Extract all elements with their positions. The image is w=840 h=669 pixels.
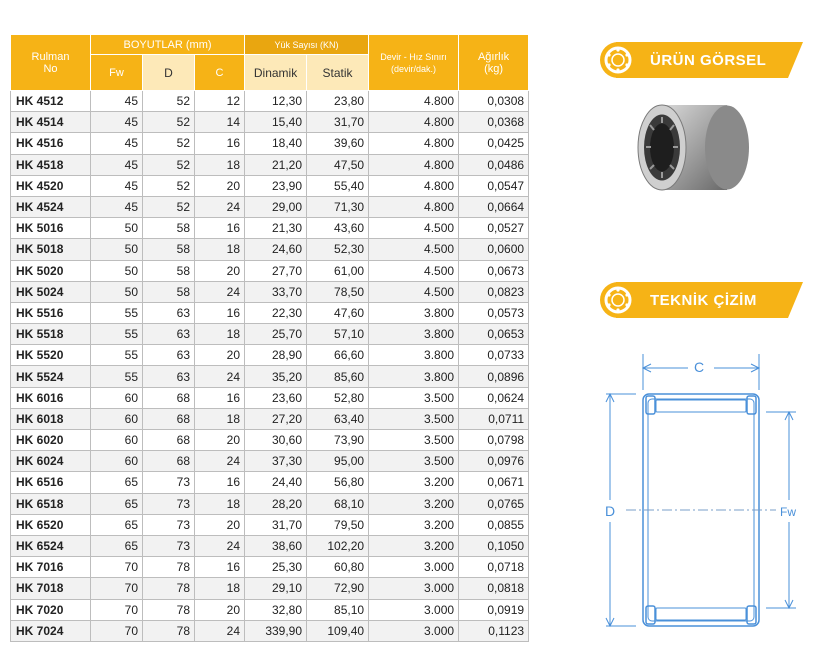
speed-limit: 4.500 xyxy=(369,218,459,239)
table-row xyxy=(11,535,529,556)
d-value: 58 xyxy=(143,218,195,239)
dynamic-load: 25,30 xyxy=(245,557,307,578)
c-value: 16 xyxy=(195,387,245,408)
weight-value: 0,0600 xyxy=(459,239,529,260)
static-load: 85,60 xyxy=(307,366,369,387)
static-load: 56,80 xyxy=(307,472,369,493)
static-load: 52,80 xyxy=(307,387,369,408)
fw-value: 70 xyxy=(91,578,143,599)
static-load: 71,30 xyxy=(307,196,369,217)
table-row xyxy=(11,218,529,239)
table-row xyxy=(11,260,529,281)
bearing-code: HK 5524 xyxy=(11,366,91,387)
technical-drawing xyxy=(596,350,811,640)
d-value: 73 xyxy=(143,514,195,535)
speed-limit: 3.500 xyxy=(369,430,459,451)
header-weight: Ağırlık (kg) xyxy=(459,35,529,91)
table-row xyxy=(11,239,529,260)
speed-limit: 3.200 xyxy=(369,535,459,556)
speed-limit: 3.500 xyxy=(369,451,459,472)
fw-value: 50 xyxy=(91,260,143,281)
weight-value: 0,0368 xyxy=(459,112,529,133)
bearing-code: HK 7020 xyxy=(11,599,91,620)
static-load: 61,00 xyxy=(307,260,369,281)
speed-limit: 3.000 xyxy=(369,620,459,641)
d-value: 58 xyxy=(143,260,195,281)
d-value: 73 xyxy=(143,535,195,556)
c-value: 20 xyxy=(195,260,245,281)
static-load: 109,40 xyxy=(307,620,369,641)
table-row xyxy=(11,514,529,535)
d-value: 58 xyxy=(143,281,195,302)
c-value: 20 xyxy=(195,175,245,196)
table-row xyxy=(11,366,529,387)
table-row xyxy=(11,281,529,302)
static-load: 95,00 xyxy=(307,451,369,472)
d-value: 78 xyxy=(143,557,195,578)
static-load: 72,90 xyxy=(307,578,369,599)
fw-value: 60 xyxy=(91,387,143,408)
weight-value: 0,0547 xyxy=(459,175,529,196)
bearing-code: HK 6016 xyxy=(11,387,91,408)
dynamic-load: 24,60 xyxy=(245,239,307,260)
dynamic-load: 27,70 xyxy=(245,260,307,281)
bearing-code: HK 6518 xyxy=(11,493,91,514)
dynamic-load: 18,40 xyxy=(245,133,307,154)
speed-limit: 4.800 xyxy=(369,112,459,133)
c-value: 24 xyxy=(195,535,245,556)
fw-value: 60 xyxy=(91,408,143,429)
technical-drawing-title: TEKNİK ÇİZİM xyxy=(650,292,757,309)
dynamic-load: 339,90 xyxy=(245,620,307,641)
bearing-code: HK 6516 xyxy=(11,472,91,493)
static-load: 43,60 xyxy=(307,218,369,239)
dynamic-load: 30,60 xyxy=(245,430,307,451)
speed-limit: 3.000 xyxy=(369,557,459,578)
static-load: 66,60 xyxy=(307,345,369,366)
fw-value: 70 xyxy=(91,620,143,641)
d-value: 52 xyxy=(143,196,195,217)
product-bearing-image xyxy=(632,85,757,210)
d-value: 68 xyxy=(143,430,195,451)
table-row xyxy=(11,196,529,217)
fw-value: 50 xyxy=(91,239,143,260)
static-load: 47,50 xyxy=(307,154,369,175)
technical-drawing-banner xyxy=(598,282,803,318)
weight-value: 0,0765 xyxy=(459,493,529,514)
bearing-code: HK 6520 xyxy=(11,514,91,535)
d-value: 63 xyxy=(143,345,195,366)
speed-limit: 4.800 xyxy=(369,175,459,196)
dynamic-load: 32,80 xyxy=(245,599,307,620)
weight-value: 0,0896 xyxy=(459,366,529,387)
static-load: 102,20 xyxy=(307,535,369,556)
c-value: 20 xyxy=(195,430,245,451)
static-load: 79,50 xyxy=(307,514,369,535)
weight-value: 0,0308 xyxy=(459,91,529,112)
fw-value: 55 xyxy=(91,345,143,366)
table-row xyxy=(11,324,529,345)
c-value: 20 xyxy=(195,345,245,366)
bearing-code: HK 4516 xyxy=(11,133,91,154)
speed-limit: 3.800 xyxy=(369,366,459,387)
dynamic-load: 22,30 xyxy=(245,302,307,323)
bearing-code: HK 4514 xyxy=(11,112,91,133)
c-value: 18 xyxy=(195,154,245,175)
d-value: 63 xyxy=(143,366,195,387)
d-value: 52 xyxy=(143,133,195,154)
dynamic-load: 25,70 xyxy=(245,324,307,345)
spec-table-body xyxy=(11,91,529,642)
bearing-code: HK 4524 xyxy=(11,196,91,217)
fw-value: 50 xyxy=(91,281,143,302)
d-value: 78 xyxy=(143,578,195,599)
dynamic-load: 24,40 xyxy=(245,472,307,493)
speed-limit: 3.000 xyxy=(369,599,459,620)
dynamic-load: 29,00 xyxy=(245,196,307,217)
speed-limit: 4.500 xyxy=(369,281,459,302)
table-row xyxy=(11,154,529,175)
static-load: 63,40 xyxy=(307,408,369,429)
speed-limit: 3.500 xyxy=(369,387,459,408)
c-value: 18 xyxy=(195,239,245,260)
fw-value: 45 xyxy=(91,175,143,196)
bearing-code: HK 5518 xyxy=(11,324,91,345)
dynamic-load: 33,70 xyxy=(245,281,307,302)
weight-value: 0,0798 xyxy=(459,430,529,451)
static-load: 85,10 xyxy=(307,599,369,620)
bearing-code: HK 7024 xyxy=(11,620,91,641)
header-fw: Fw xyxy=(91,55,143,91)
c-value: 16 xyxy=(195,133,245,154)
d-value: 52 xyxy=(143,154,195,175)
c-value: 14 xyxy=(195,112,245,133)
static-load: 73,90 xyxy=(307,430,369,451)
label-fw: Fw xyxy=(780,505,796,519)
bearing-code: HK 5016 xyxy=(11,218,91,239)
weight-value: 0,0664 xyxy=(459,196,529,217)
c-value: 24 xyxy=(195,620,245,641)
weight-value: 0,0818 xyxy=(459,578,529,599)
d-value: 68 xyxy=(143,408,195,429)
weight-value: 0,0624 xyxy=(459,387,529,408)
table-row xyxy=(11,112,529,133)
table-row xyxy=(11,472,529,493)
static-load: 47,60 xyxy=(307,302,369,323)
c-value: 16 xyxy=(195,472,245,493)
bearing-code: HK 6020 xyxy=(11,430,91,451)
bearing-code: HK 6018 xyxy=(11,408,91,429)
weight-value: 0,0573 xyxy=(459,302,529,323)
header-c: C xyxy=(195,55,245,91)
header-dimensions: BOYUTLAR (mm) xyxy=(91,35,245,55)
fw-value: 70 xyxy=(91,557,143,578)
d-value: 78 xyxy=(143,620,195,641)
weight-value: 0,0486 xyxy=(459,154,529,175)
weight-value: 0,0718 xyxy=(459,557,529,578)
header-static: Statik xyxy=(307,55,369,91)
speed-limit: 3.200 xyxy=(369,472,459,493)
weight-value: 0,0671 xyxy=(459,472,529,493)
spec-table-container xyxy=(10,34,528,642)
dynamic-load: 23,60 xyxy=(245,387,307,408)
dynamic-load: 27,20 xyxy=(245,408,307,429)
speed-limit: 4.800 xyxy=(369,154,459,175)
weight-value: 0,0919 xyxy=(459,599,529,620)
d-value: 52 xyxy=(143,91,195,112)
fw-value: 45 xyxy=(91,196,143,217)
c-value: 18 xyxy=(195,324,245,345)
table-row xyxy=(11,133,529,154)
static-load: 68,10 xyxy=(307,493,369,514)
speed-limit: 4.500 xyxy=(369,239,459,260)
header-speed-limit: Devir - Hız Sınırı (devir/dak.) xyxy=(369,35,459,91)
weight-value: 0,0823 xyxy=(459,281,529,302)
product-image-title: ÜRÜN GÖRSEL xyxy=(650,52,767,69)
bearing-code: HK 7016 xyxy=(11,557,91,578)
bearing-code: HK 6024 xyxy=(11,451,91,472)
fw-value: 60 xyxy=(91,430,143,451)
speed-limit: 3.500 xyxy=(369,408,459,429)
bearing-code: HK 4518 xyxy=(11,154,91,175)
table-row xyxy=(11,387,529,408)
table-row xyxy=(11,91,529,112)
dynamic-load: 35,20 xyxy=(245,366,307,387)
fw-value: 55 xyxy=(91,302,143,323)
d-value: 58 xyxy=(143,239,195,260)
fw-value: 45 xyxy=(91,91,143,112)
table-row xyxy=(11,345,529,366)
bearing-code: HK 5018 xyxy=(11,239,91,260)
dynamic-load: 21,30 xyxy=(245,218,307,239)
speed-limit: 3.800 xyxy=(369,302,459,323)
table-row xyxy=(11,175,529,196)
product-image-banner xyxy=(598,42,803,78)
speed-limit: 3.200 xyxy=(369,493,459,514)
table-row xyxy=(11,408,529,429)
weight-value: 0,0653 xyxy=(459,324,529,345)
table-row xyxy=(11,620,529,641)
dynamic-load: 28,90 xyxy=(245,345,307,366)
static-load: 31,70 xyxy=(307,112,369,133)
c-value: 24 xyxy=(195,196,245,217)
fw-value: 70 xyxy=(91,599,143,620)
c-value: 16 xyxy=(195,218,245,239)
fw-value: 60 xyxy=(91,451,143,472)
weight-value: 0,0527 xyxy=(459,218,529,239)
c-value: 18 xyxy=(195,493,245,514)
weight-value: 0,1050 xyxy=(459,535,529,556)
c-value: 24 xyxy=(195,366,245,387)
weight-value: 0,0855 xyxy=(459,514,529,535)
fw-value: 50 xyxy=(91,218,143,239)
table-row xyxy=(11,430,529,451)
c-value: 16 xyxy=(195,557,245,578)
dynamic-load: 21,20 xyxy=(245,154,307,175)
weight-value: 0,0673 xyxy=(459,260,529,281)
c-value: 16 xyxy=(195,302,245,323)
d-value: 68 xyxy=(143,451,195,472)
table-row xyxy=(11,578,529,599)
d-value: 73 xyxy=(143,493,195,514)
c-value: 18 xyxy=(195,408,245,429)
c-value: 12 xyxy=(195,91,245,112)
d-value: 52 xyxy=(143,112,195,133)
static-load: 52,30 xyxy=(307,239,369,260)
dynamic-load: 29,10 xyxy=(245,578,307,599)
fw-value: 45 xyxy=(91,133,143,154)
bearing-code: HK 4520 xyxy=(11,175,91,196)
fw-value: 45 xyxy=(91,154,143,175)
fw-value: 55 xyxy=(91,366,143,387)
static-load: 60,80 xyxy=(307,557,369,578)
dynamic-load: 38,60 xyxy=(245,535,307,556)
bearing-spec-table xyxy=(10,34,529,642)
table-row xyxy=(11,557,529,578)
static-load: 39,60 xyxy=(307,133,369,154)
dynamic-load: 15,40 xyxy=(245,112,307,133)
fw-value: 65 xyxy=(91,493,143,514)
d-value: 78 xyxy=(143,599,195,620)
dynamic-load: 28,20 xyxy=(245,493,307,514)
weight-value: 0,0711 xyxy=(459,408,529,429)
speed-limit: 4.800 xyxy=(369,91,459,112)
table-row xyxy=(11,451,529,472)
bearing-code: HK 5520 xyxy=(11,345,91,366)
weight-value: 0,0976 xyxy=(459,451,529,472)
speed-limit: 3.800 xyxy=(369,345,459,366)
c-value: 24 xyxy=(195,451,245,472)
header-bearing-no: Rulman No xyxy=(11,35,91,91)
weight-value: 0,0425 xyxy=(459,133,529,154)
label-d: D xyxy=(605,503,616,519)
speed-limit: 3.000 xyxy=(369,578,459,599)
d-value: 68 xyxy=(143,387,195,408)
header-dynamic: Dinamik xyxy=(245,55,307,91)
d-value: 73 xyxy=(143,472,195,493)
static-load: 55,40 xyxy=(307,175,369,196)
bearing-code: HK 5024 xyxy=(11,281,91,302)
dynamic-load: 23,90 xyxy=(245,175,307,196)
speed-limit: 4.500 xyxy=(369,260,459,281)
fw-value: 55 xyxy=(91,324,143,345)
speed-limit: 3.800 xyxy=(369,324,459,345)
d-value: 63 xyxy=(143,302,195,323)
dynamic-load: 31,70 xyxy=(245,514,307,535)
dynamic-load: 37,30 xyxy=(245,451,307,472)
bearing-code: HK 4512 xyxy=(11,91,91,112)
c-value: 20 xyxy=(195,599,245,620)
c-value: 20 xyxy=(195,514,245,535)
static-load: 57,10 xyxy=(307,324,369,345)
static-load: 23,80 xyxy=(307,91,369,112)
weight-value: 0,0733 xyxy=(459,345,529,366)
speed-limit: 4.800 xyxy=(369,133,459,154)
table-row xyxy=(11,493,529,514)
speed-limit: 3.200 xyxy=(369,514,459,535)
bearing-code: HK 5020 xyxy=(11,260,91,281)
dynamic-load: 12,30 xyxy=(245,91,307,112)
fw-value: 65 xyxy=(91,535,143,556)
d-value: 63 xyxy=(143,324,195,345)
header-load-rating: Yük Sayısı (KN) xyxy=(245,35,369,55)
fw-value: 65 xyxy=(91,472,143,493)
header-d: D xyxy=(143,55,195,91)
table-row xyxy=(11,599,529,620)
fw-value: 45 xyxy=(91,112,143,133)
weight-value: 0,1123 xyxy=(459,620,529,641)
d-value: 52 xyxy=(143,175,195,196)
c-value: 18 xyxy=(195,578,245,599)
table-row xyxy=(11,302,529,323)
bearing-code: HK 5516 xyxy=(11,302,91,323)
bearing-code: HK 7018 xyxy=(11,578,91,599)
label-c: C xyxy=(694,359,705,375)
c-value: 24 xyxy=(195,281,245,302)
fw-value: 65 xyxy=(91,514,143,535)
speed-limit: 4.800 xyxy=(369,196,459,217)
static-load: 78,50 xyxy=(307,281,369,302)
bearing-code: HK 6524 xyxy=(11,535,91,556)
